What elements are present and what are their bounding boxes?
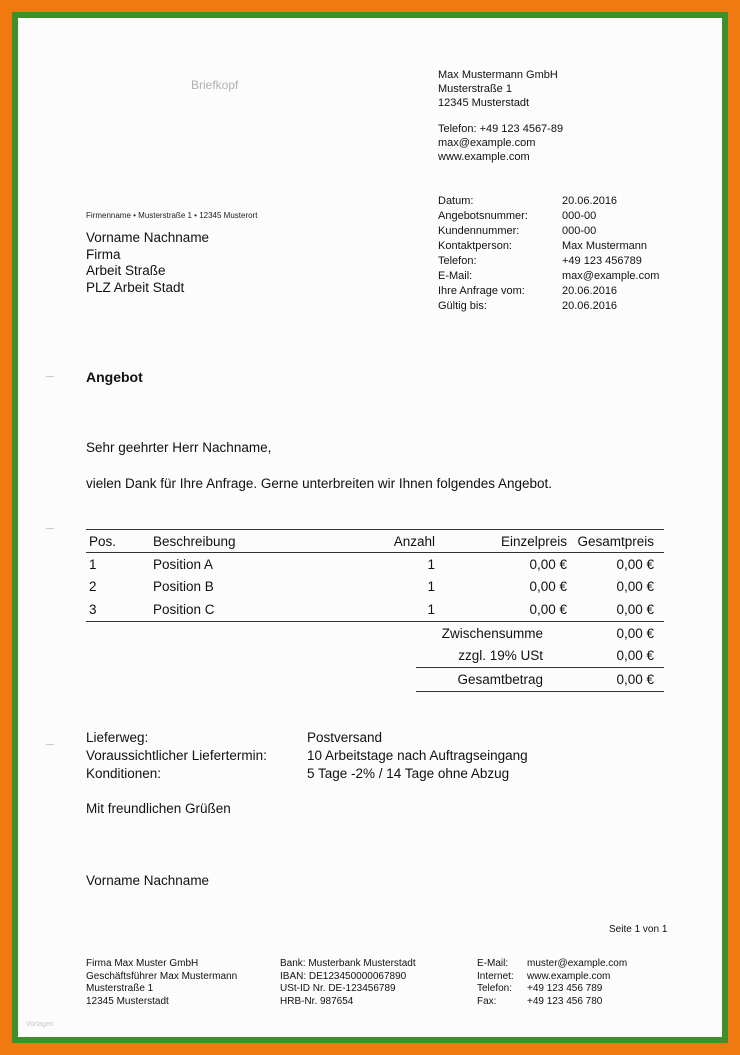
footer-line: Bank: Musterbank Musterstadt [280,958,416,969]
return-address-line: Firmenname • Musterstraße 1 • 12345 Musterort [86,211,258,220]
grand-total-label: Gesamtbetrag [416,668,553,692]
vat-row [416,645,664,668]
footer-bank [280,958,416,1008]
cell-quantity: 1 [427,556,435,572]
salutation: Sehr geehrter Herr Nachname, [86,440,272,455]
meta-row: Ihre Anfrage vom: 20.06.2016 [438,285,618,297]
offer-items-table [86,529,664,622]
meta-row: Angebotsnummer: 000-00 [438,210,597,222]
recipient-company: Firma [86,246,121,262]
subtotal-row [416,622,664,645]
footer-line: Geschäftsführer Max Mustermann [86,970,238,982]
cell-pos: 2 [89,579,97,595]
cell-pos: 3 [86,598,153,621]
fold-mark [46,376,54,377]
footer-line: HRB-Nr. 987654 [280,995,354,1007]
table-row [86,598,664,621]
cell-pos: 1 [89,556,97,572]
grand-total-value: 0,00 € [553,668,664,692]
cell-quantity: 1 [363,598,445,621]
footer-line: IBAN: DE123450000067890 [280,970,407,982]
footer-line: Fax: +49 123 456 780 [477,995,603,1007]
cell-total-price: 0,00 € [616,579,654,595]
closing-greeting: Mit freundlichen Grüßen [86,801,231,816]
footer-contact [477,958,627,1008]
header-unit-price: Einzelpreis [445,530,577,553]
offer-info-block [438,194,659,314]
delivery-row: Lieferweg: Postversand [86,730,383,745]
footer-line: 12345 Musterstadt [86,995,169,1007]
sender-contact [438,122,563,164]
delivery-terms [86,729,528,783]
subtotal-value: 0,00 € [616,625,654,641]
meta-row: E-Mail: max@example.com [438,270,660,282]
recipient-address [86,230,209,296]
intro-text: vielen Dank für Ihre Anfrage. Gerne unterbreiten wir Ihnen folgendes Angebot. [86,476,553,491]
cell-total-price: 0,00 € [577,598,664,621]
delivery-row: Voraussichtlicher Liefertermin: 10 Arbeitstage nach Auftragseingang [86,748,528,763]
header-quantity: Anzahl [363,530,445,553]
cell-description: Position C [153,598,363,621]
cell-description: Position B [153,579,214,595]
sender-web: www.example.com [438,151,530,163]
totals-table [416,622,664,692]
sender-street: Musterstraße 1 [438,83,512,95]
meta-row: Kontaktperson: Max Mustermann [438,240,647,252]
recipient-name: Vorname Nachname [86,230,210,245]
table-header-row [86,530,664,553]
template-watermark: Vorlagen [26,1021,54,1028]
meta-row: Telefon: +49 123 456789 [438,255,642,267]
footer-line: E-Mail: muster@example.com [477,958,628,969]
sender-company: Max Mustermann GmbH [438,69,558,81]
footer-line: Musterstraße 1 [86,983,154,994]
sender-address [438,68,558,110]
footer-line: Firma Max Muster GmbH [86,958,199,969]
subtotal-label: Zwischensumme [441,625,543,641]
cell-unit-price: 0,00 € [445,598,577,621]
meta-row: Datum: 20.06.2016 [438,195,618,207]
page-number: Seite 1 von 1 [609,924,668,935]
cell-total-price: 0,00 € [616,556,654,572]
delivery-row: Konditionen: 5 Tage -2% / 14 Tage ohne Abzug [86,766,510,781]
header-description: Beschreibung [153,530,363,553]
footer-company [86,958,237,1008]
grand-total-row [416,668,664,692]
cell-unit-price: 0,00 € [529,556,567,572]
cell-quantity: 1 [427,579,435,595]
punch-mark [46,528,54,529]
meta-row: Gültig bis: 20.06.2016 [438,300,618,312]
vat-value: 0,00 € [616,648,654,664]
cell-description: Position A [153,556,214,572]
sender-phone: Telefon: +49 123 4567-89 [438,123,564,135]
meta-row: Kundennummer: 000-00 [438,225,597,237]
fold-mark [46,744,54,745]
letterhead-placeholder: Briefkopf [191,78,239,92]
footer-line: Internet: www.example.com [477,970,611,982]
recipient-street: Arbeit Straße [86,263,166,278]
footer-line: USt-ID Nr. DE-123456789 [280,983,396,994]
sender-city: 12345 Musterstadt [438,97,530,109]
signature-name: Vorname Nachname [86,873,210,888]
sender-email: max@example.com [438,137,536,149]
table-row [86,576,664,599]
subject-line: Angebot [86,369,143,385]
table-row [86,553,664,576]
header-total-price: Gesamtpreis [577,530,664,553]
header-pos: Pos. [86,530,153,553]
vat-label: zzgl. 19% USt [458,648,543,664]
footer-line: Telefon: +49 123 456 789 [477,983,603,994]
cell-unit-price: 0,00 € [529,579,567,595]
recipient-city: PLZ Arbeit Stadt [86,279,185,295]
